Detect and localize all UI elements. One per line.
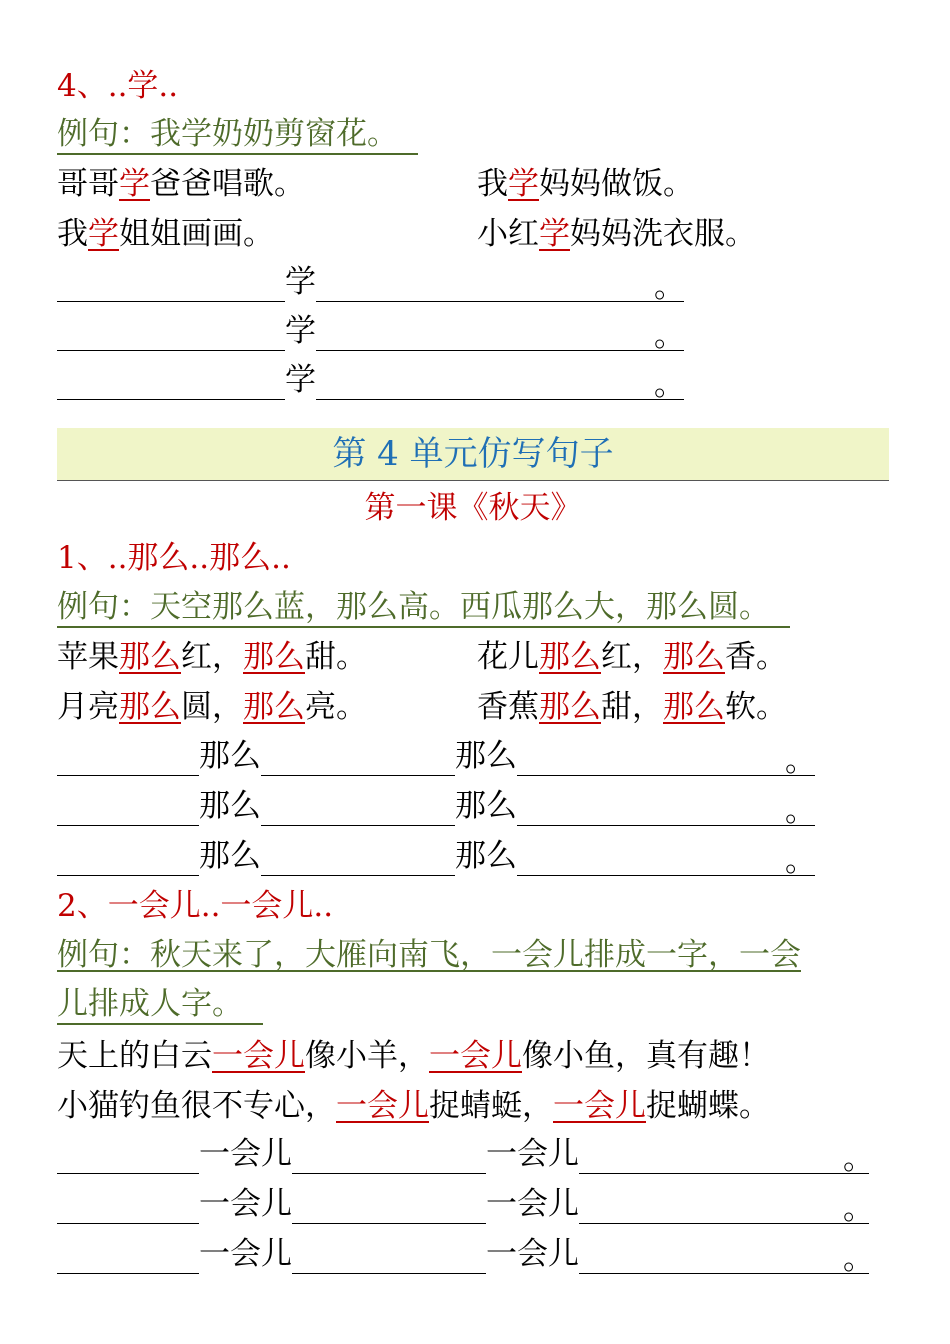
section1-sentence-d [477,687,787,727]
b-k1: 那么 [539,639,601,675]
section4-sentence-4 [477,214,756,254]
a-pre: 天上的白云 [57,1038,212,1074]
section2-fill-row-3 [57,1234,874,1277]
s2-post: 妈妈做饭。 [539,166,694,202]
end-mark: 。 [785,793,816,829]
section2-title: 2、一会儿..一会儿.. [57,888,334,924]
a-post: 甜。 [305,639,367,675]
end-mark: 。 [785,843,816,879]
fill-blank[interactable] [517,841,785,876]
b-mid: 捉蜻蜓， [429,1088,553,1124]
fill-blank[interactable] [579,1139,843,1174]
d-k2: 那么 [663,689,725,725]
c-pre: 月亮 [57,689,119,725]
fill-word: 一会儿 [486,1136,579,1172]
section2-example-line1 [57,935,801,975]
section4-fill-row-1 [57,262,685,305]
a-k2: 那么 [243,639,305,675]
s4-post: 妈妈洗衣服。 [570,216,756,252]
fill-blank[interactable] [57,791,199,826]
b-post: 捉蝴蝶。 [646,1088,770,1124]
section1-sentence-c [57,687,367,727]
section2-example-line2 [57,984,263,1025]
s1-key: 学 [119,166,150,202]
section1-fill-row-1 [57,736,816,779]
fill-blank[interactable] [316,365,654,400]
end-mark: 。 [654,269,685,305]
c-k2: 那么 [243,689,305,725]
fill-blank[interactable] [517,791,785,826]
d-pre: 香蕉 [477,689,539,725]
a-mid: 像小羊， [305,1038,429,1074]
section2-example-text-2: 儿排成人字。 [57,985,263,1025]
c-k1: 那么 [119,689,181,725]
end-mark: 。 [843,1141,874,1177]
section4-sentence-2 [477,164,694,204]
b-mid: 红， [601,639,663,675]
fill-blank[interactable] [57,267,285,302]
fill-blank[interactable] [57,365,285,400]
fill-blank[interactable] [57,1239,199,1274]
end-mark: 。 [785,743,816,779]
fill-blank[interactable] [292,1189,486,1224]
fill-word: 那么 [199,838,261,874]
section4-example-text: 例句：我学奶奶剪窗花。 [57,115,418,155]
a-k1: 那么 [119,639,181,675]
fill-blank[interactable] [57,1139,199,1174]
fill-word: 一会儿 [199,1236,292,1272]
section1-fill-row-2 [57,786,816,829]
s4-pre: 小红 [477,216,539,252]
d-mid: 甜， [601,689,663,725]
fill-word: 学 [285,264,316,300]
fill-blank[interactable] [316,316,654,351]
end-mark: 。 [843,1191,874,1227]
fill-word: 那么 [455,738,517,774]
fill-blank[interactable] [57,741,199,776]
fill-blank[interactable] [292,1239,486,1274]
section1-fill-row-3 [57,836,816,879]
b-pre: 小猫钓鱼很不专心， [57,1088,336,1124]
fill-word: 那么 [199,738,261,774]
section2-sentence-b [57,1086,770,1126]
fill-word: 学 [285,362,316,398]
section1-example-text: 例句：天空那么蓝，那么高。西瓜那么大，那么圆。 [57,588,790,628]
fill-blank[interactable] [261,741,455,776]
section4-fill-row-2 [57,311,685,354]
end-mark: 。 [654,367,685,403]
end-mark: 。 [843,1241,874,1277]
lesson-title: 第一课《秋天》 [364,490,582,526]
section2-fill-row-1 [57,1134,874,1177]
fill-blank[interactable] [517,741,785,776]
a-mid: 红， [181,639,243,675]
section1-title: 1、..那么..那么.. [57,540,291,576]
fill-word: 那么 [455,838,517,874]
section4-sentence-1 [57,164,305,204]
section4-example [57,114,418,155]
section1-example [57,587,790,628]
s3-post: 姐姐画画。 [119,216,274,252]
fill-blank[interactable] [579,1239,843,1274]
section4-sentence-3 [57,214,274,254]
fill-blank[interactable] [57,316,285,351]
b-k1: 一会儿 [336,1088,429,1124]
unit-title-banner: 第 4 单元仿写句子 [57,428,889,481]
end-mark: 。 [654,318,685,354]
b-pre: 花儿 [477,639,539,675]
c-post: 亮。 [305,689,367,725]
s1-post: 爸爸唱歌。 [150,166,305,202]
section2-example-text-1: 例句：秋天来了，大雁向南飞，一会儿排成一字，一会 [57,937,801,973]
b-post: 香。 [725,639,787,675]
a-pre: 苹果 [57,639,119,675]
s2-key: 学 [508,166,539,202]
fill-word: 一会儿 [486,1186,579,1222]
fill-blank[interactable] [316,267,654,302]
section1-sentence-a [57,637,367,677]
c-mid: 圆， [181,689,243,725]
b-k2: 一会儿 [553,1088,646,1124]
b-k2: 那么 [663,639,725,675]
fill-word: 一会儿 [199,1136,292,1172]
fill-blank[interactable] [57,841,199,876]
fill-word: 一会儿 [199,1186,292,1222]
fill-blank[interactable] [57,1189,199,1224]
d-post: 软。 [725,689,787,725]
fill-blank[interactable] [261,841,455,876]
section4-fill-row-3 [57,360,685,403]
section1-sentence-b [477,637,787,677]
fill-word: 一会儿 [486,1236,579,1272]
s4-key: 学 [539,216,570,252]
a-k1: 一会儿 [212,1038,305,1074]
section2-fill-row-2 [57,1184,874,1227]
s2-pre: 我 [477,166,508,202]
fill-blank[interactable] [292,1139,486,1174]
fill-word: 学 [285,313,316,349]
section2-sentence-a [57,1036,770,1076]
fill-blank[interactable] [579,1189,843,1224]
section4-title: 4、..学.. [57,68,179,104]
a-post: 像小鱼，真有趣！ [522,1038,770,1074]
fill-word: 那么 [455,788,517,824]
s3-key: 学 [88,216,119,252]
a-k2: 一会儿 [429,1038,522,1074]
fill-blank[interactable] [261,791,455,826]
s1-pre: 哥哥 [57,166,119,202]
fill-word: 那么 [199,788,261,824]
d-k1: 那么 [539,689,601,725]
s3-pre: 我 [57,216,88,252]
